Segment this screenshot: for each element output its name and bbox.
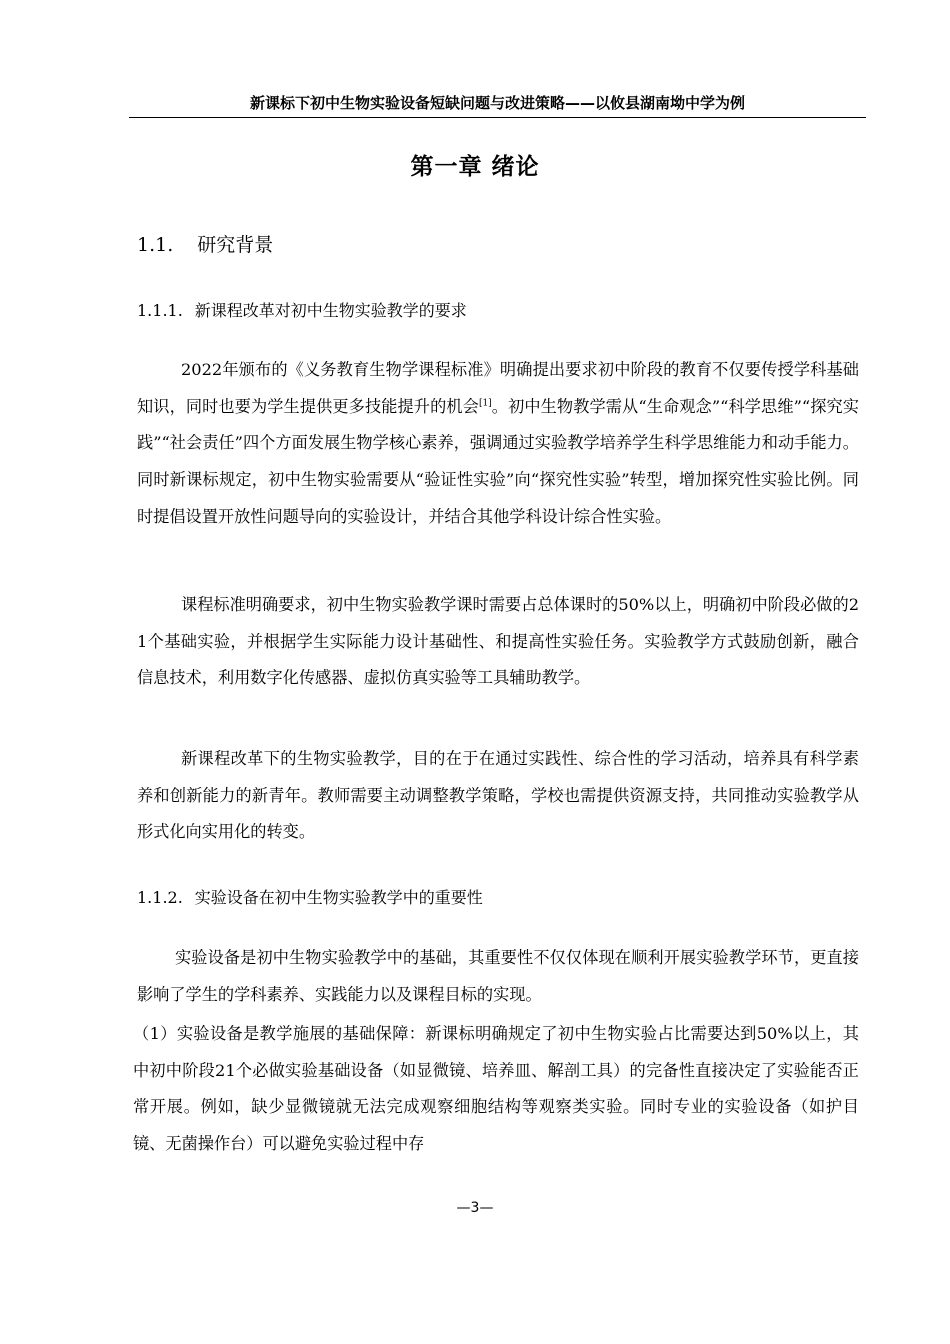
subsection-heading-1-1-2 (137, 885, 483, 908)
list-item-paragraph: （1）实验设备是教学施展的基础保障：新课标明确规定了初中生物实验占比需要达到50%以上，其中初中阶段21个必做实验基础设备（如显微镜、培养皿、解剖工具）的完备性直接决定了实验能否正常开展。例如，缺少显微镜就无法完成观察细胞结构等观察类实验。同时专业的实验设备（如护目镜、无菌操作台）可以避免实验过程中存 (133, 1024, 859, 1154)
section-heading-1-1 (137, 230, 273, 257)
section-number: 1.1. (137, 234, 174, 256)
paragraph: 课程标准明确要求，初中生物实验教学课时需要占总体课时的50%以上，明确初中阶段必做的21个基础实验，并根据学生实际能力设计基础性、和提高性实验任务。实验教学方式鼓励创新，融合信息技术，利用数字化传感器、虚拟仿真实验等工具辅助教学。 (137, 595, 859, 688)
paragraph-text: 。初中生物教学需从“生命观念”“科学思维”“探究实践”“社会责任”四个方面发展生物学核心素养，强调通过实验教学培养学生科学思维能力和动手能力。同时新课标规定，初中生物实验需要从“验证性实验”向“探究性实验”转型，增加探究性实验比例。同时提倡设置开放性问题导向的实验设计，并结合其他学科设计综合性实验。 (137, 396, 859, 526)
subsection-title: 新课程改革对初中生物实验教学的要求 (194, 301, 467, 320)
paragraph-text: 2022年颁布的《义务教育生物学课程标准》明确提出要求初中阶段的教育不仅要传授学科基础知识，同时也要为学生提供更多技能提升的机会 (137, 360, 859, 416)
subsection-number: 1.1.1. (137, 301, 183, 320)
chapter-title: 第一章 绪论 (410, 154, 540, 180)
subsection-title: 实验设备在初中生物实验教学中的重要性 (194, 888, 483, 907)
page-number: —3— (456, 1200, 494, 1216)
subsection-heading-1-1-1 (137, 298, 467, 321)
paragraph: 实验设备是初中生物实验教学中的基础，其重要性不仅仅体现在顺利开展实验教学环节，更直接影响了学生的学科素养、实践能力以及课程目标的实现。 (137, 948, 859, 1004)
citation-reference: [1] (478, 398, 492, 409)
section-title: 研究背景 (197, 234, 274, 256)
paragraph (137, 352, 859, 536)
subsection-number: 1.1.2. (137, 888, 183, 907)
running-header: 新课标下初中生物实验设备短缺问题与改进策略——以攸县湖南坳中学为例 (129, 92, 866, 118)
paragraph: 新课程改革下的生物实验教学，目的在于在通过实践性、综合性的学习活动，培养具有科学素养和创新能力的新青年。教师需要主动调整教学策略，学校也需提供资源支持，共同推动实验教学从形式化向实用化的转变。 (137, 749, 859, 842)
